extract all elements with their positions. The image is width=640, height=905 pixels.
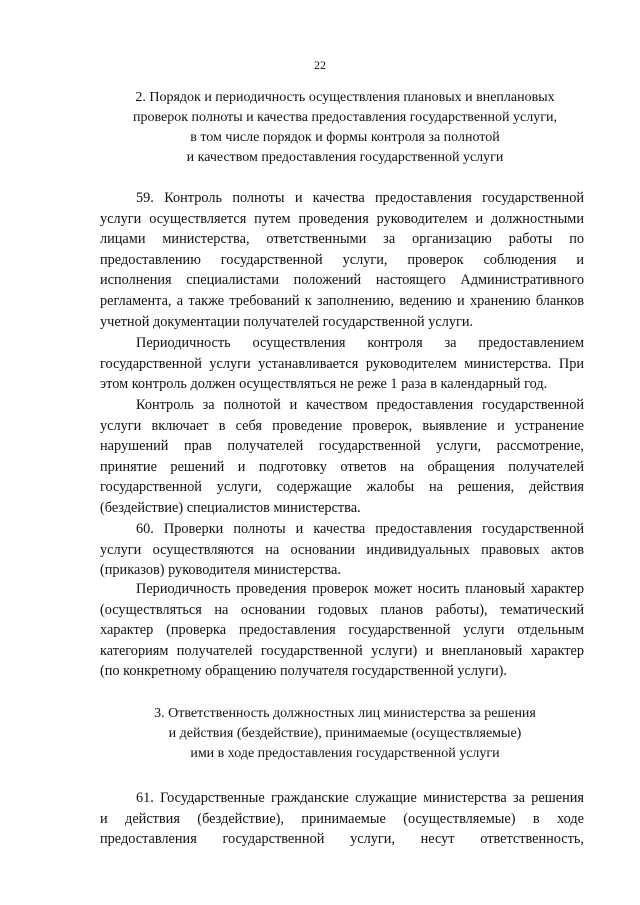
heading-line: 3. Ответственность должностных лиц министерства за решения — [154, 706, 536, 721]
paragraph-periodicity — [100, 333, 584, 395]
text-line: услуги включает в себя проведение проверок, выявление и устранение — [100, 417, 584, 434]
section-3-heading — [100, 704, 590, 764]
paragraph-inspections — [100, 579, 584, 682]
text-line: 61. Государственные гражданские служащие министерства за решения — [136, 790, 584, 806]
text-line: лицами министерства, ответственными за организацию работы по — [100, 231, 584, 248]
text-line: принятие решений и подготовку ответов на обращения получателей — [100, 458, 584, 475]
text-line: услуги осуществляются на основании индивидуальных правовых актов — [100, 541, 584, 558]
heading-line: проверок полноты и качества предоставления государственной услуги, — [133, 110, 557, 125]
paragraph-control — [100, 395, 584, 519]
text-line: регламента, а также требований к заполнению, ведению и хранению бланков — [100, 292, 584, 309]
heading-line: 2. Порядок и периодичность осуществления плановых и внеплановых — [135, 90, 555, 105]
section-2-heading — [100, 88, 590, 168]
page-number: 22 — [314, 58, 326, 72]
text-line: этом контроль должен осуществляться не реже 1 раза в календарный год. — [100, 376, 548, 393]
text-line: Периодичность проведения проверок может носить плановый характер — [136, 581, 584, 597]
paragraph-60 — [100, 519, 584, 581]
text-line: (осуществляться на основании годовых планов работы), тематический — [100, 601, 584, 618]
text-line: Контроль за полнотой и качеством предоставления государственной — [136, 397, 584, 413]
text-line: 60. Проверки полноты и качества предоставления государственной — [136, 521, 584, 537]
text-line: предоставлению государственной услуги, проверок соблюдения и — [100, 251, 584, 268]
text-line: государственной услуги, содержащие жалобы на решения, действия — [100, 479, 584, 496]
text-line: услуги осуществляется путем проведения руководителем и должностными — [100, 210, 584, 227]
text-line: учетной документации получателей государственной услуги. — [100, 313, 474, 330]
heading-line: и качеством предоставления государственной услуги — [186, 150, 504, 165]
text-line: государственной услуги устанавливается руководителем министерства. При — [100, 355, 584, 372]
text-line: (бездействие) специалистов министерства. — [100, 499, 361, 516]
text-line: (по конкретному обращению получателя государственной услуги). — [100, 663, 507, 680]
text-line: Периодичность осуществления контроля за предоставлением — [136, 335, 584, 351]
paragraph-61 — [100, 788, 584, 850]
heading-line: и действия (бездействие), принимаемые (осуществляемые) — [168, 726, 522, 741]
text-line: категориям получателей государственной услуги) и внеплановый характер — [100, 642, 584, 659]
text-line: и действия (бездействие), принимаемые (осуществляемые) в ходе — [100, 810, 584, 827]
text-line: нарушений прав получателей государственной услуги, рассмотрение, — [100, 438, 584, 455]
text-line: (приказов) руководителя министерства. — [100, 562, 341, 579]
text-line: 59. Контроль полноты и качества предоставления государственной — [136, 190, 584, 206]
heading-line: ими в ходе предоставления государственной услуги — [190, 746, 500, 761]
text-line: предоставления государственной услуги, несут ответственность, — [100, 831, 584, 848]
heading-line: в том числе порядок и формы контроля за полнотой — [190, 130, 500, 145]
paragraph-59 — [100, 188, 584, 332]
text-line: характер (проверка предоставления государственной услуги отдельным — [100, 622, 584, 639]
text-line: исполнения специалистами положений настоящего Административного — [100, 272, 584, 289]
